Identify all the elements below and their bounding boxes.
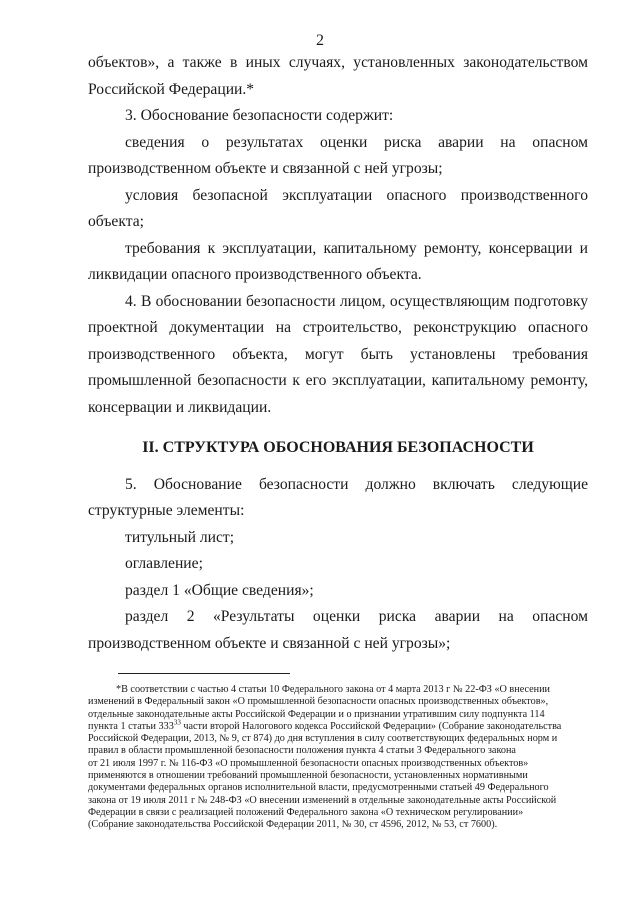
item-4-line: производственного объекта, могут быть установлены требования [88,345,588,363]
item-3-point-line: производственном объекте и связанной с ней угрозы; [88,160,443,177]
list-item: раздел 1 «Общие сведения»; [125,581,314,599]
footnote-line: (Собрание законодательства Российской Федерации 2011, № 30, ст 4596, 2012, № 53, ст 7600). [88,819,498,831]
list-item: производственном объекте и связанной с ней угрозы»; [88,634,451,652]
continuation-line: Российской Федерации.* [88,80,255,98]
footnote-line: правил в области промышленной безопасности положения пункта 4 статьи 3 Федерального закона [88,745,516,757]
footnote-line: *В соответствии с частью 4 статьи 10 Федерального закона от 4 марта 2013 г № 22-ФЗ «О внесении [116,684,550,695]
list-item: титульный лист; [125,528,235,546]
footnote [88,684,588,832]
footnote-separator [118,673,290,674]
item-4-line: консервации и ликвидации. [88,398,272,416]
footnote-line: документами федеральных органов исполнительной власти, предусмотренными статьей 49 Федерального [88,782,549,794]
footnote-line: Федерации в связи с реализацией положений Федерального закона «О техническом регулировании» [88,806,524,818]
item-4-line: проектной документации на строительство, реконструкцию опасного [88,319,588,336]
item-3-intro: 3. Обоснование безопасности содержит: [125,107,394,124]
item-3-point-line: объекта; [88,213,144,230]
footnote-line: от 21 июля 1997 г. № 116-ФЗ «О промышленной безопасности опасных производственных объектов» [88,757,529,769]
footnote-line [88,718,588,733]
footnote-line: закона от 19 июля 2011 г № 248-ФЗ «О внесении изменений в отдельные законодательные акты Российской [88,794,557,806]
footnote-line: применяются в отношении требований промышленной безопасности, установленных нормативными [88,770,528,782]
page-number: 2 [316,32,324,49]
item-4-line: 4. В обосновании безопасности лицом, осуществляющим подготовку [125,292,588,310]
item-5-line: структурные элементы: [88,502,245,519]
footnote-line: Российской Федерации, 2013, № 9, ст 874) до дня вступления в силу соответствующих федеральных норм и [88,733,558,745]
footnote-text: части второй Налогового кодекса Российской Федерации» (Собрание законодательства [180,720,562,732]
item-3-point-line: ликвидации опасного производственного объекта. [88,266,422,283]
item-3-point-line: требования к эксплуатации, капитальному ремонту, консервации и [125,239,588,257]
footnote-superscript: 33 [173,718,181,727]
footnote-line: изменений в Федеральный закон «О промышленной безопасности опасных производственных объектов», [88,696,549,708]
continuation-line: объектов», а также в иных случаях, установленных законодательством [88,54,588,71]
item-3-point-line: условия безопасной эксплуатации опасного производственного [125,186,588,204]
footnote-text: пункта 1 статьи 333 [88,720,174,732]
section-heading: II. СТРУКТУРА ОБОСНОВАНИЯ БЕЗОПАСНОСТИ [142,439,534,456]
item-3-point-line: сведения о результатах оценки риска аварии на опасном [125,133,588,151]
list-item: оглавление; [125,555,203,572]
item-4-line: промышленной безопасности к его эксплуатации, капитальному ремонту, [88,372,588,389]
item-5-line: 5. Обоснование безопасности должно включать следующие [125,475,588,493]
footnote-line: отдельные законодательные акты Российской Федерации и о признании утратившим силу подпункта 114 [88,708,545,720]
main-text [88,50,588,657]
list-item: раздел 2 «Результаты оценки риска аварии на опасном [125,608,588,625]
